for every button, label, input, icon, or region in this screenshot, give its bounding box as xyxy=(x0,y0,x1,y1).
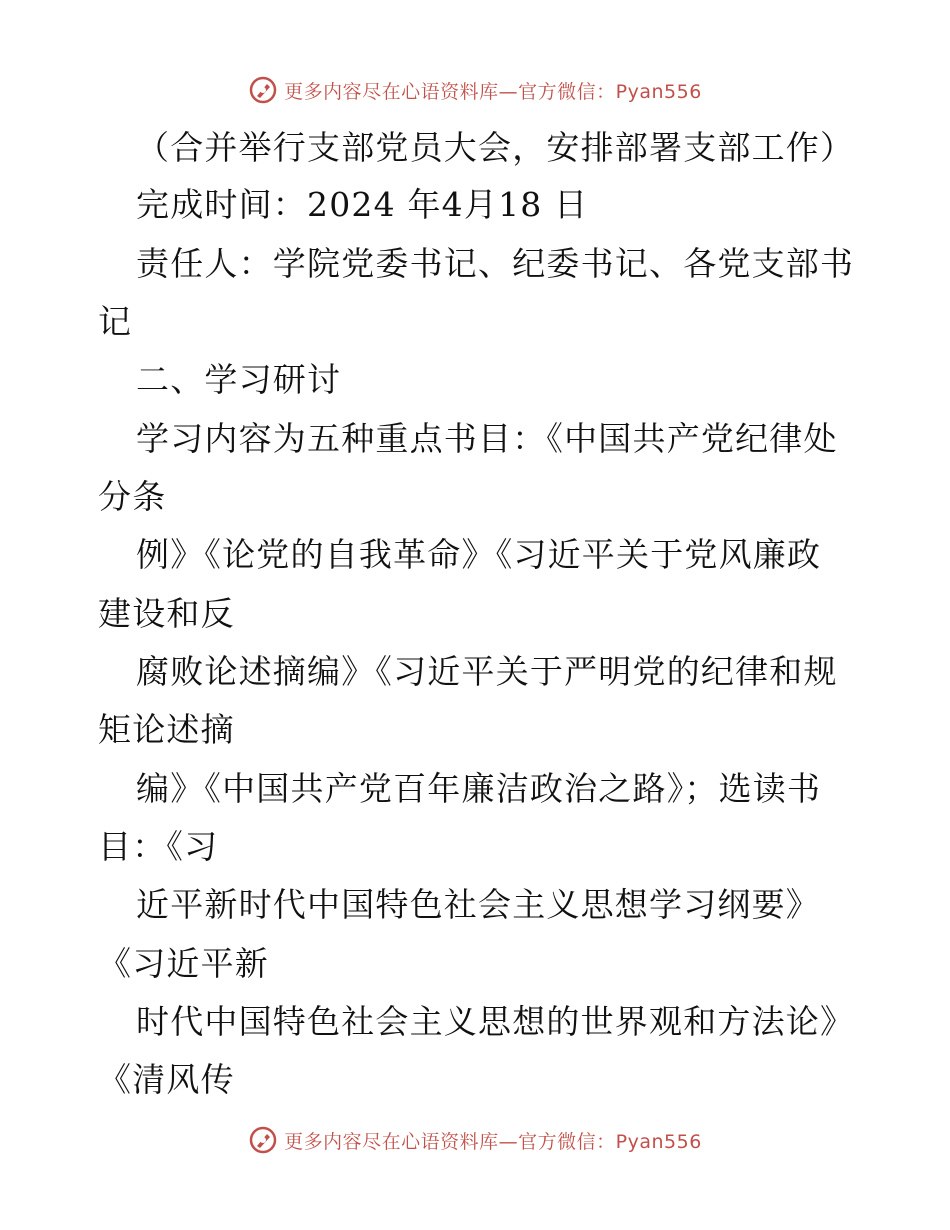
pen-circle-icon xyxy=(248,1125,278,1155)
header-watermark xyxy=(0,68,950,112)
body-line: 记 xyxy=(98,302,133,341)
section-heading: 二、学习研讨 xyxy=(136,360,342,399)
body-line: 建设和反 xyxy=(98,594,235,633)
body-line: 编》《中国共产党百年廉洁政治之路》；选读书 xyxy=(136,769,822,808)
body-line: 《习近平新 xyxy=(98,944,269,983)
body-line: 《清风传 xyxy=(98,1060,235,1099)
body-line: （合并举行支部党员大会，安排部署支部工作） xyxy=(136,128,855,167)
body-line: 腐败论述摘编》《习近平关于严明党的纪律和规 xyxy=(136,652,838,691)
body-line: 近平新时代中国特色社会主义思想学习纲要》 xyxy=(136,885,820,924)
body-line: 例》《论党的自我革命》《习近平关于党风廉政 xyxy=(136,535,822,574)
body-line: 时代中国特色社会主义思想的世界观和方法论》 xyxy=(136,1002,855,1041)
watermark-text: 更多内容尽在心语资料库—官方微信：Pyan556 xyxy=(284,80,702,103)
body-line: 学习内容为五种重点书目：《中国共产党纪律处 xyxy=(136,419,838,458)
body-line: 责任人：学院党委书记、纪委书记、各党支部书 xyxy=(136,244,855,283)
watermark-text: 更多内容尽在心语资料库—官方微信：Pyan556 xyxy=(284,1130,702,1153)
pen-circle-icon xyxy=(248,75,278,105)
footer-watermark xyxy=(0,1118,950,1162)
body-line: 完成时间：2024 年4月18 日 xyxy=(136,185,589,224)
body-line: 矩论述摘 xyxy=(98,710,235,749)
body-line: 分条 xyxy=(98,477,167,516)
body-line: 目：《习 xyxy=(98,827,219,866)
